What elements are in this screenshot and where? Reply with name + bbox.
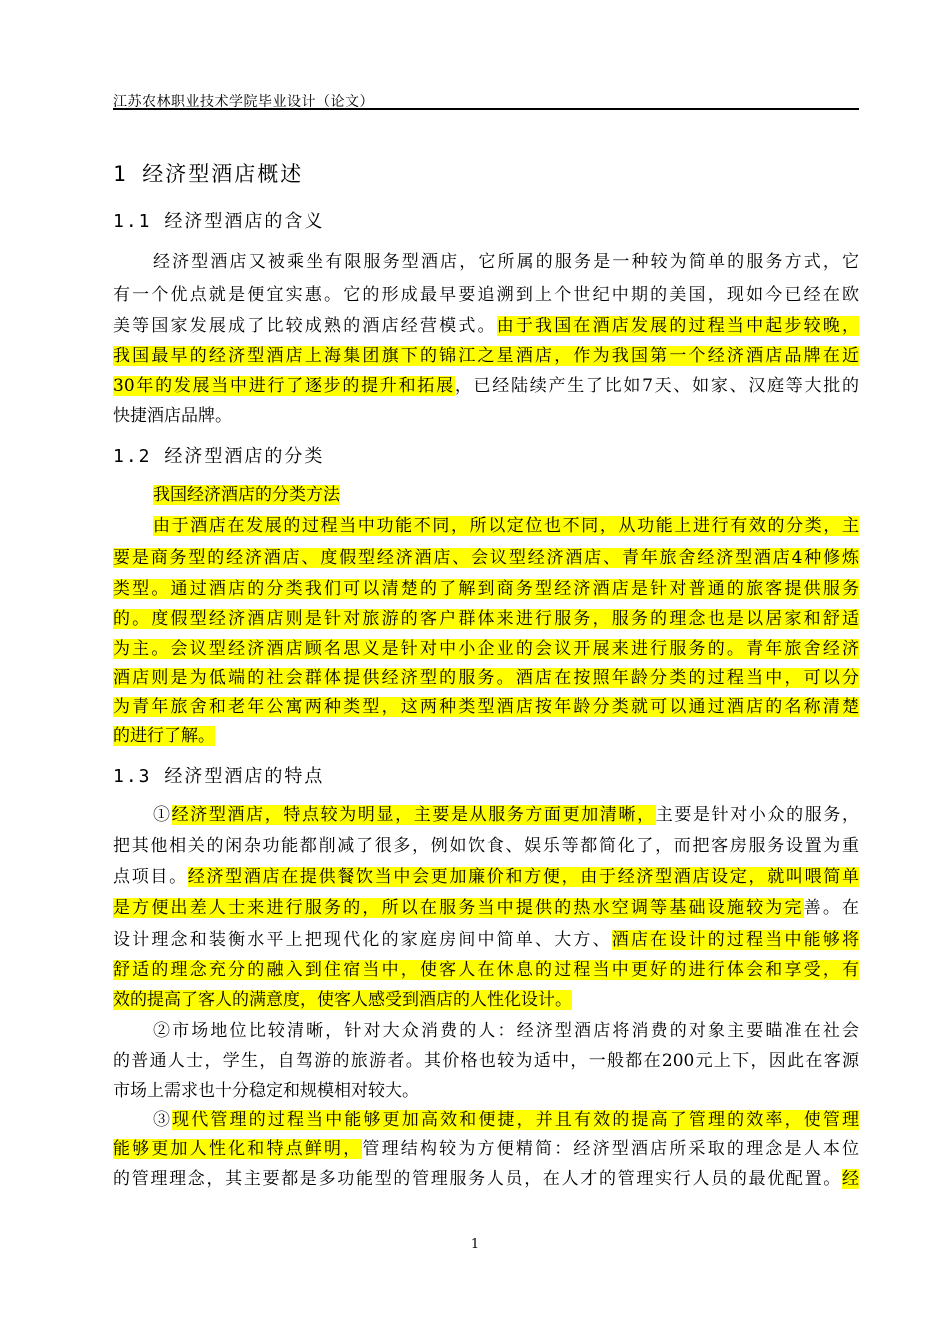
highlighted-text: 酒店则是为低端的社会群体提供经济型的服务。酒店在按照年龄分类的过程当中，可以分	[113, 668, 859, 688]
text-run: 主要是针对小众的服务，	[655, 805, 860, 825]
paragraph-line	[113, 985, 572, 1015]
paragraph-line	[113, 893, 859, 923]
section-title-1-3: 1.3 经济型酒店的特点	[113, 766, 325, 787]
paragraph-line: 快捷酒店品牌。	[113, 406, 232, 426]
paragraph-line	[113, 955, 859, 985]
highlighted-text: 经济型酒店，特点较为明显，主要是从服务方面更加清晰，	[171, 805, 656, 825]
highlighted-text: 经济型酒店在提供餐饮当中会更加廉价和方便，由于经济型酒店设定，就叫喂简单	[187, 867, 860, 887]
text-run: 设计理念和装衡水平上把现代化的家庭房间中简单、大方、	[113, 930, 612, 950]
paragraph-line	[113, 1134, 859, 1164]
paragraph-line	[113, 511, 859, 541]
paragraph-line: 市场上需求也十分稳定和规模相对较大。	[113, 1081, 419, 1101]
paragraph-line	[113, 480, 340, 510]
paragraph-line	[113, 311, 859, 341]
paragraph-line: 把其他相关的闲杂功能都削减了很多，例如饮食、娱乐等都简化了，而把客房服务设置为重	[113, 836, 859, 856]
highlighted-text: 是方便出差人士来进行服务的，所以在服务当中提供的热水空调等基础设施较为完	[113, 898, 804, 918]
text-run: 点项目。	[113, 867, 188, 887]
paragraph-line	[113, 663, 859, 693]
highlighted-text: 效的提高了客人的满意度，使客人感受到酒店的人性化设计。	[113, 990, 572, 1010]
text-run: ③	[153, 1110, 173, 1130]
paragraph-line	[113, 543, 859, 573]
highlighted-text: 现代管理的过程当中能够更加高效和便捷，并且有效的提高了管理的效率，使管理	[172, 1110, 860, 1130]
text-run: ①	[153, 805, 172, 825]
paragraph-line	[113, 1105, 859, 1135]
text-run: 的管理理念，其主要都是多功能型的管理服务人员，在人才的管理实行人员的最优配置。	[113, 1169, 842, 1189]
paragraph-line	[113, 800, 859, 830]
text-run: 管理结构较为方便精简：经济型酒店所采取的理念是人本位	[362, 1139, 860, 1159]
paragraph-line: ②市场地位比较清晰，针对大众消费的人：经济型酒店将消费的对象主要瞄准在社会	[153, 1021, 859, 1041]
highlighted-text: 要是商务型的经济酒店、度假型经济酒店、会议型经济酒店、青年旅舍经济型酒店4种修炼	[113, 548, 859, 568]
highlighted-text: 我国最早的经济型酒店上海集团旗下的锦江之星酒店，作为我国第一个经济酒店品牌在近	[113, 346, 859, 366]
highlighted-text: 的进行了解。	[113, 726, 215, 746]
paragraph-line	[113, 1164, 859, 1194]
paragraph-line: 的普通人士，学生，自驾游的旅游者。其价格也较为适中，一般都在200元上下，因此在客源	[113, 1051, 859, 1071]
paragraph-line	[113, 862, 859, 892]
paragraph-line: 有一个优点就是便宜实惠。它的形成最早要追溯到上个世纪中期的美国，现如今已经在欧	[113, 285, 859, 305]
highlighted-text: 为主。会议型经济酒店顾名思义是针对中小企业的会议开展来进行服务的。青年旅舍经济	[113, 639, 859, 659]
highlighted-text: 30年的发展当中进行了逐步的提升和拓展	[113, 376, 455, 396]
text-run: 善。在	[803, 898, 860, 918]
highlighted-text: 的。度假型经济酒店则是针对旅游的客户群体来进行服务，服务的理念也是以居家和舒适	[113, 609, 859, 629]
paragraph-line: 经济型酒店又被乘坐有限服务型酒店，它所属的服务是一种较为简单的服务方式，它	[153, 252, 859, 272]
paragraph-line	[113, 371, 859, 401]
section-title-1-2: 1.2 经济型酒店的分类	[113, 446, 325, 467]
highlighted-text: 由于我国在酒店发展的过程当中起步较晚，	[496, 316, 860, 336]
paragraph-line	[113, 341, 859, 371]
highlighted-text: 舒适的理念充分的融入到住宿当中，使客人在休息的过程当中更好的进行体会和享受，有	[113, 960, 859, 980]
paragraph-line	[113, 604, 859, 634]
highlighted-text: 由于酒店在发展的过程当中功能不同，所以定位也不同，从功能上进行有效的分类，主	[153, 516, 859, 536]
highlighted-text: 能够更加人性化和特点鲜明，	[113, 1139, 363, 1159]
running-header: 江苏农林职业技术学院毕业设计（论文）	[113, 94, 374, 110]
text-run: ，已经陆续产生了比如7天、如家、汉庭等大批的	[454, 376, 859, 396]
highlighted-text: 类型。通过酒店的分类我们可以清楚的了解到商务型经济酒店是针对普通的旅客提供服务	[113, 579, 859, 599]
paragraph-line	[113, 692, 859, 722]
header-rule	[113, 108, 859, 110]
text-run: 美等国家发展成了比较成熟的酒店经营模式。	[113, 316, 497, 336]
paragraph-line	[113, 721, 215, 751]
page-number: 1	[470, 1237, 480, 1252]
paragraph-line	[113, 574, 859, 604]
highlighted-text: 为青年旅舍和老年公寓两种类型，这两种类型酒店按年龄分类就可以通过酒店的名称清楚	[113, 697, 859, 717]
paragraph-line	[113, 634, 859, 664]
highlighted-text: 我国经济酒店的分类方法	[153, 485, 340, 505]
highlighted-text: 经	[842, 1169, 859, 1189]
paragraph-line	[113, 925, 859, 955]
highlighted-text: 酒店在设计的过程当中能够将	[611, 930, 860, 950]
section-title-1-1: 1.1 经济型酒店的含义	[113, 211, 325, 232]
chapter-title: 1 经济型酒店概述	[113, 162, 304, 186]
